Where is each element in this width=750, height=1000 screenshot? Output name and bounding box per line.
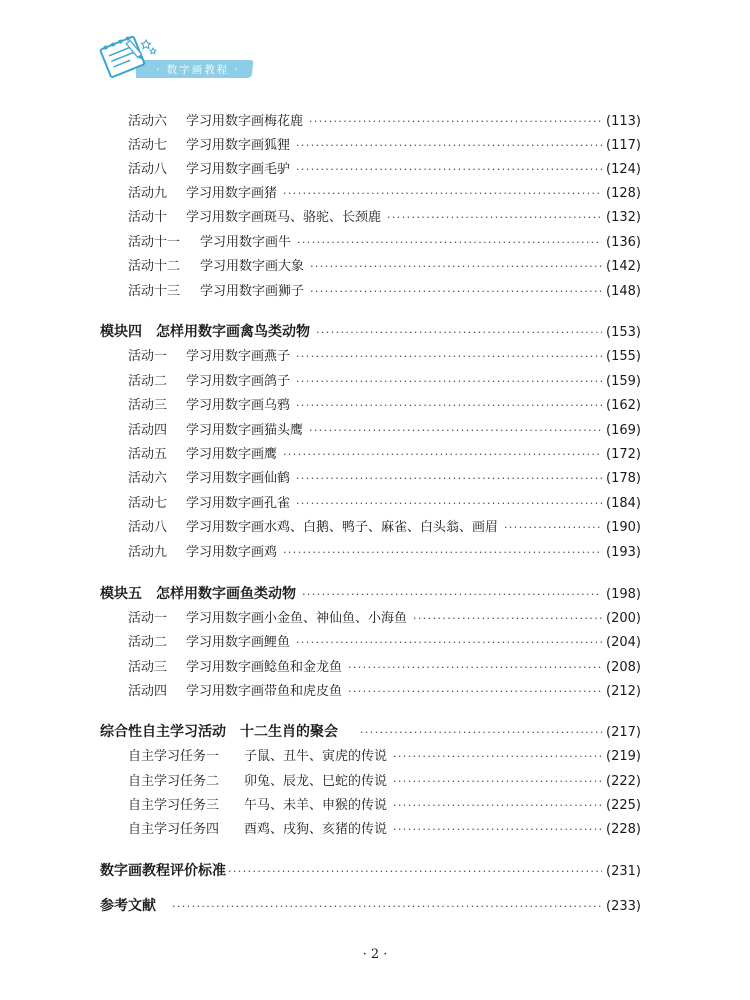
entry-label: 活动八 bbox=[128, 162, 168, 177]
entry-label: 自主学习任务三 bbox=[128, 798, 220, 813]
leader-dots bbox=[316, 324, 602, 342]
toc-entry[interactable] bbox=[128, 821, 641, 839]
entry-label: 自主学习任务二 bbox=[128, 774, 220, 789]
entry-title: 学习用数字画仙鹤 bbox=[186, 471, 291, 486]
leader-dots bbox=[309, 113, 602, 131]
module-page: (217) bbox=[606, 725, 641, 740]
entry-title: 学习用数字画鲤鱼 bbox=[186, 635, 291, 650]
leader-dots bbox=[504, 519, 602, 537]
entry-label: 活动五 bbox=[128, 447, 168, 462]
entry-label: 活动十二 bbox=[128, 259, 181, 274]
leader-dots bbox=[296, 137, 602, 155]
toc-entry[interactable] bbox=[128, 519, 641, 537]
entry-page: (128) bbox=[606, 186, 641, 201]
toc-entry[interactable] bbox=[128, 185, 641, 203]
leader-dots bbox=[310, 283, 602, 301]
toc-entry[interactable] bbox=[128, 634, 641, 652]
toc-entry[interactable] bbox=[128, 373, 641, 391]
entry-label: 活动十三 bbox=[128, 284, 181, 299]
entry-title: 学习用数字画毛驴 bbox=[186, 162, 291, 177]
toc-entry[interactable] bbox=[128, 470, 641, 488]
toc-entry[interactable] bbox=[128, 283, 641, 301]
entry-page: (136) bbox=[606, 235, 641, 250]
entry-page: (117) bbox=[606, 138, 641, 153]
leader-dots bbox=[309, 422, 602, 440]
entry-page: (193) bbox=[606, 545, 641, 560]
module-title: 参考文献 bbox=[100, 898, 156, 914]
entry-title: 学习用数字画孔雀 bbox=[186, 496, 291, 511]
leader-dots bbox=[296, 397, 602, 415]
entry-label: 活动八 bbox=[128, 520, 168, 535]
entry-label: 活动十 bbox=[128, 210, 168, 225]
entry-page: (178) bbox=[606, 471, 641, 486]
entry-label: 活动四 bbox=[128, 423, 168, 438]
entry-page: (142) bbox=[606, 259, 641, 274]
toc-entry[interactable] bbox=[128, 113, 641, 131]
entry-page: (204) bbox=[606, 635, 641, 650]
entry-page: (155) bbox=[606, 349, 641, 364]
entry-page: (225) bbox=[606, 798, 641, 813]
entry-page: (162) bbox=[606, 398, 641, 413]
entry-title: 学习用数字画带鱼和虎皮鱼 bbox=[186, 684, 343, 699]
toc-entry[interactable] bbox=[128, 797, 641, 815]
leader-dots bbox=[297, 234, 602, 252]
module-label: 模块四 bbox=[100, 324, 142, 340]
toc-module[interactable] bbox=[100, 897, 641, 915]
entry-label: 活动一 bbox=[128, 611, 168, 626]
entry-title: 学习用数字画水鸡、白鹅、鸭子、麻雀、白头翁、画眉 bbox=[186, 520, 499, 535]
module-title: 怎样用数字画鱼类动物 bbox=[156, 586, 296, 602]
toc-module[interactable] bbox=[100, 323, 641, 341]
entry-title: 学习用数字画猪 bbox=[186, 186, 278, 201]
entry-page: (113) bbox=[606, 114, 641, 129]
toc-module[interactable] bbox=[100, 862, 641, 880]
module-title: 综合性自主学习活动 十二生肖的聚会 bbox=[100, 724, 338, 740]
entry-label: 活动一 bbox=[128, 349, 168, 364]
entry-label: 活动十一 bbox=[128, 235, 181, 250]
header-title: · 数字画教程 · bbox=[156, 64, 240, 76]
leader-dots bbox=[296, 348, 602, 366]
page-number: · 2 · bbox=[362, 947, 388, 962]
entry-title: 学习用数字画大象 bbox=[200, 259, 305, 274]
entry-page: (184) bbox=[606, 496, 641, 511]
entry-label: 活动二 bbox=[128, 635, 168, 650]
entry-title: 学习用数字画狮子 bbox=[200, 284, 305, 299]
leader-dots bbox=[296, 161, 602, 179]
leader-dots bbox=[393, 821, 602, 839]
entry-label: 活动九 bbox=[128, 545, 168, 560]
toc-entry[interactable] bbox=[128, 422, 641, 440]
toc-entry[interactable] bbox=[128, 610, 641, 628]
toc-entry[interactable] bbox=[128, 234, 641, 252]
module-page: (198) bbox=[606, 587, 641, 602]
leader-dots bbox=[348, 683, 602, 701]
entry-page: (190) bbox=[606, 520, 641, 535]
module-page: (233) bbox=[606, 899, 641, 914]
toc-module[interactable] bbox=[100, 723, 641, 741]
entry-title: 学习用数字画猫头鹰 bbox=[186, 423, 304, 438]
toc-entry[interactable] bbox=[128, 683, 641, 701]
module-page: (153) bbox=[606, 325, 641, 340]
entry-title: 学习用数字画燕子 bbox=[186, 349, 291, 364]
entry-label: 活动六 bbox=[128, 114, 168, 129]
entry-title: 学习用数字画狐狸 bbox=[186, 138, 291, 153]
entry-title: 卯兔、辰龙、巳蛇的传说 bbox=[244, 774, 388, 789]
leader-dots bbox=[310, 258, 602, 276]
entry-page: (212) bbox=[606, 684, 641, 699]
entry-page: (132) bbox=[606, 210, 641, 225]
entry-label: 活动七 bbox=[128, 138, 168, 153]
toc-entry[interactable] bbox=[128, 209, 641, 227]
entry-title: 学习用数字画鹰 bbox=[186, 447, 278, 462]
leader-dots bbox=[302, 586, 602, 604]
toc-entry[interactable] bbox=[128, 397, 641, 415]
entry-page: (228) bbox=[606, 822, 641, 837]
leader-dots bbox=[413, 610, 602, 628]
toc-entry[interactable] bbox=[128, 495, 641, 513]
toc-entry[interactable] bbox=[128, 748, 641, 766]
leader-dots bbox=[296, 495, 602, 513]
leader-dots bbox=[228, 863, 602, 881]
toc-module[interactable] bbox=[100, 585, 641, 603]
entry-title: 子鼠、丑牛、寅虎的传说 bbox=[244, 749, 388, 764]
entry-page: (208) bbox=[606, 660, 641, 675]
leader-dots bbox=[393, 748, 602, 766]
toc-entry[interactable] bbox=[128, 348, 641, 366]
leader-dots bbox=[393, 797, 602, 815]
entry-page: (148) bbox=[606, 284, 641, 299]
leader-dots bbox=[348, 659, 602, 677]
leader-dots bbox=[360, 724, 602, 742]
module-page: (231) bbox=[606, 864, 641, 879]
entry-label: 活动九 bbox=[128, 186, 168, 201]
entry-title: 学习用数字画梅花鹿 bbox=[186, 114, 304, 129]
leader-dots bbox=[172, 898, 602, 916]
entry-title: 学习用数字画鸡 bbox=[186, 545, 278, 560]
entry-title: 午马、未羊、申猴的传说 bbox=[244, 798, 388, 813]
entry-title: 学习用数字画斑马、骆驼、长颈鹿 bbox=[186, 210, 382, 225]
toc-entry[interactable] bbox=[128, 161, 641, 179]
entry-label: 活动六 bbox=[128, 471, 168, 486]
toc-entry[interactable] bbox=[128, 773, 641, 791]
entry-label: 活动二 bbox=[128, 374, 168, 389]
leader-dots bbox=[283, 446, 602, 464]
toc-entry[interactable] bbox=[128, 258, 641, 276]
entry-title: 学习用数字画鸽子 bbox=[186, 374, 291, 389]
entry-label: 自主学习任务四 bbox=[128, 822, 220, 837]
entry-label: 活动七 bbox=[128, 496, 168, 511]
toc-entry[interactable] bbox=[128, 544, 641, 562]
entry-title: 学习用数字画乌鸦 bbox=[186, 398, 291, 413]
leader-dots bbox=[296, 373, 602, 391]
entry-page: (222) bbox=[606, 774, 641, 789]
entry-title: 学习用数字画牛 bbox=[200, 235, 292, 250]
leader-dots bbox=[393, 773, 602, 791]
entry-label: 活动三 bbox=[128, 660, 168, 675]
entry-page: (200) bbox=[606, 611, 641, 626]
entry-title: 学习用数字画小金鱼、神仙鱼、小海鱼 bbox=[186, 611, 408, 626]
leader-dots bbox=[387, 209, 602, 227]
entry-label: 自主学习任务一 bbox=[128, 749, 220, 764]
entry-title: 酉鸡、戌狗、亥猪的传说 bbox=[244, 822, 388, 837]
toc-entry[interactable] bbox=[128, 137, 641, 155]
entry-title: 学习用数字画鲶鱼和金龙鱼 bbox=[186, 660, 343, 675]
entry-page: (172) bbox=[606, 447, 641, 462]
module-label: 模块五 bbox=[100, 586, 142, 602]
entry-label: 活动三 bbox=[128, 398, 168, 413]
module-title: 怎样用数字画禽鸟类动物 bbox=[156, 324, 310, 340]
leader-dots bbox=[283, 185, 602, 203]
entry-page: (159) bbox=[606, 374, 641, 389]
toc-entry[interactable] bbox=[128, 446, 641, 464]
entry-page: (219) bbox=[606, 749, 641, 764]
toc-entry[interactable] bbox=[128, 659, 641, 677]
entry-page: (124) bbox=[606, 162, 641, 177]
entry-label: 活动四 bbox=[128, 684, 168, 699]
leader-dots bbox=[296, 634, 602, 652]
leader-dots bbox=[296, 470, 602, 488]
leader-dots bbox=[283, 544, 602, 562]
entry-page: (169) bbox=[606, 423, 641, 438]
module-title: 数字画教程评价标准 bbox=[100, 863, 226, 879]
